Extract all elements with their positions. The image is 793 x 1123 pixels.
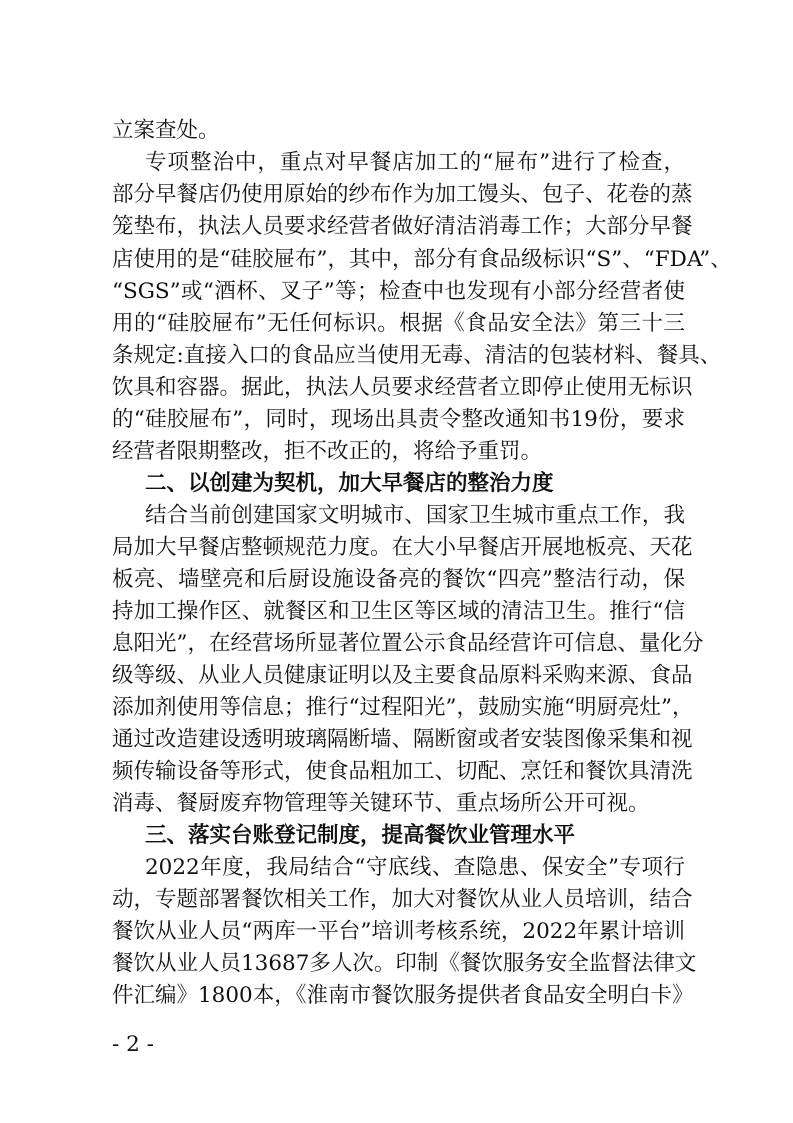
text-line: 部分早餐店仍使用原始的纱布作为加工馒头、包子、花卷的蒸 bbox=[112, 182, 693, 207]
text-line: 动，专题部署餐饮相关工作，加大对餐饮从业人员培训，结合 bbox=[112, 887, 693, 912]
section-heading: 二、以创建为契机，加大早餐店的整治力度 bbox=[145, 471, 554, 496]
text-line: 局加大早餐店整顿规范力度。在大小早餐店开展地板亮、天花 bbox=[112, 535, 693, 560]
text-line: 专项整治中，重点对早餐店加工的“屉布”进行了检查， bbox=[145, 150, 685, 175]
text-line: 消毒、餐厨废弃物管理等关键环节、重点场所公开可视。 bbox=[112, 791, 650, 816]
text-line: 饮具和容器。据此，执法人员要求经营者立即停止使用无标识 bbox=[112, 375, 693, 400]
text-line: 级等级、从业人员健康证明以及主要食品原料采购来源、食品 bbox=[112, 663, 693, 688]
text-line: 立案查处。 bbox=[112, 118, 220, 143]
text-line: 餐饮从业人员13687多人次。印制《餐饮服务安全监督法律文 bbox=[112, 951, 697, 976]
text-line: 2022年度，我局结合“守底线、查隐患、保安全”专项行 bbox=[145, 855, 685, 880]
text-line: 息阳光”，在经营场所显著位置公示食品经营许可信息、量化分 bbox=[112, 631, 704, 656]
text-line: 持加工操作区、就餐区和卫生区等区域的清洁卫生。推行“信 bbox=[112, 599, 685, 624]
text-line: 结合当前创建国家文明城市、国家卫生城市重点工作，我 bbox=[145, 503, 685, 528]
text-line: 频传输设备等形式，使食品粗加工、切配、烹饪和餐饮具清洗 bbox=[112, 759, 693, 784]
text-line: 件汇编》1800本，《淮南市餐饮服务提供者食品安全明白卡》 bbox=[112, 983, 694, 1008]
page-number: - 2 - bbox=[112, 1032, 154, 1057]
section-heading: 三、落实台账登记制度，提高餐饮业管理水平 bbox=[145, 823, 576, 848]
text-line: 用的“硅胶屉布”无任何标识。根据《食品安全法》第三十三 bbox=[112, 311, 685, 336]
text-line: 店使用的是“硅胶屉布”，其中，部分有食品级标识“S”、“FDA”、 bbox=[112, 247, 732, 272]
text-line: 经营者限期整改，拒不改正的，将给予重罚。 bbox=[112, 439, 543, 464]
text-line: 条规定:直接入口的食品应当使用无毒、清洁的包装材料、餐具、 bbox=[112, 343, 722, 368]
text-line: 添加剂使用等信息；推行“过程阳光”，鼓励实施“明厨亮灶”， bbox=[112, 695, 694, 720]
text-line: 板亮、墙壁亮和后厨设施设备亮的餐饮“四亮”整洁行动，保 bbox=[112, 567, 685, 592]
text-line: 餐饮从业人员“两库一平台”培训考核系统，2022年累计培训 bbox=[112, 919, 685, 944]
text-line: 的“硅胶屉布”，同时，现场出具责令整改通知书19份，要求 bbox=[112, 407, 685, 432]
text-line: 通过改造建设透明玻璃隔断墙、隔断窗或者安装图像采集和视 bbox=[112, 727, 693, 752]
text-line: “SGS”或“酒杯、叉子”等；检查中也发现有小部分经营者使 bbox=[112, 279, 685, 304]
text-line: 笼垫布，执法人员要求经营者做好清洁消毒工作；大部分早餐 bbox=[112, 214, 693, 239]
